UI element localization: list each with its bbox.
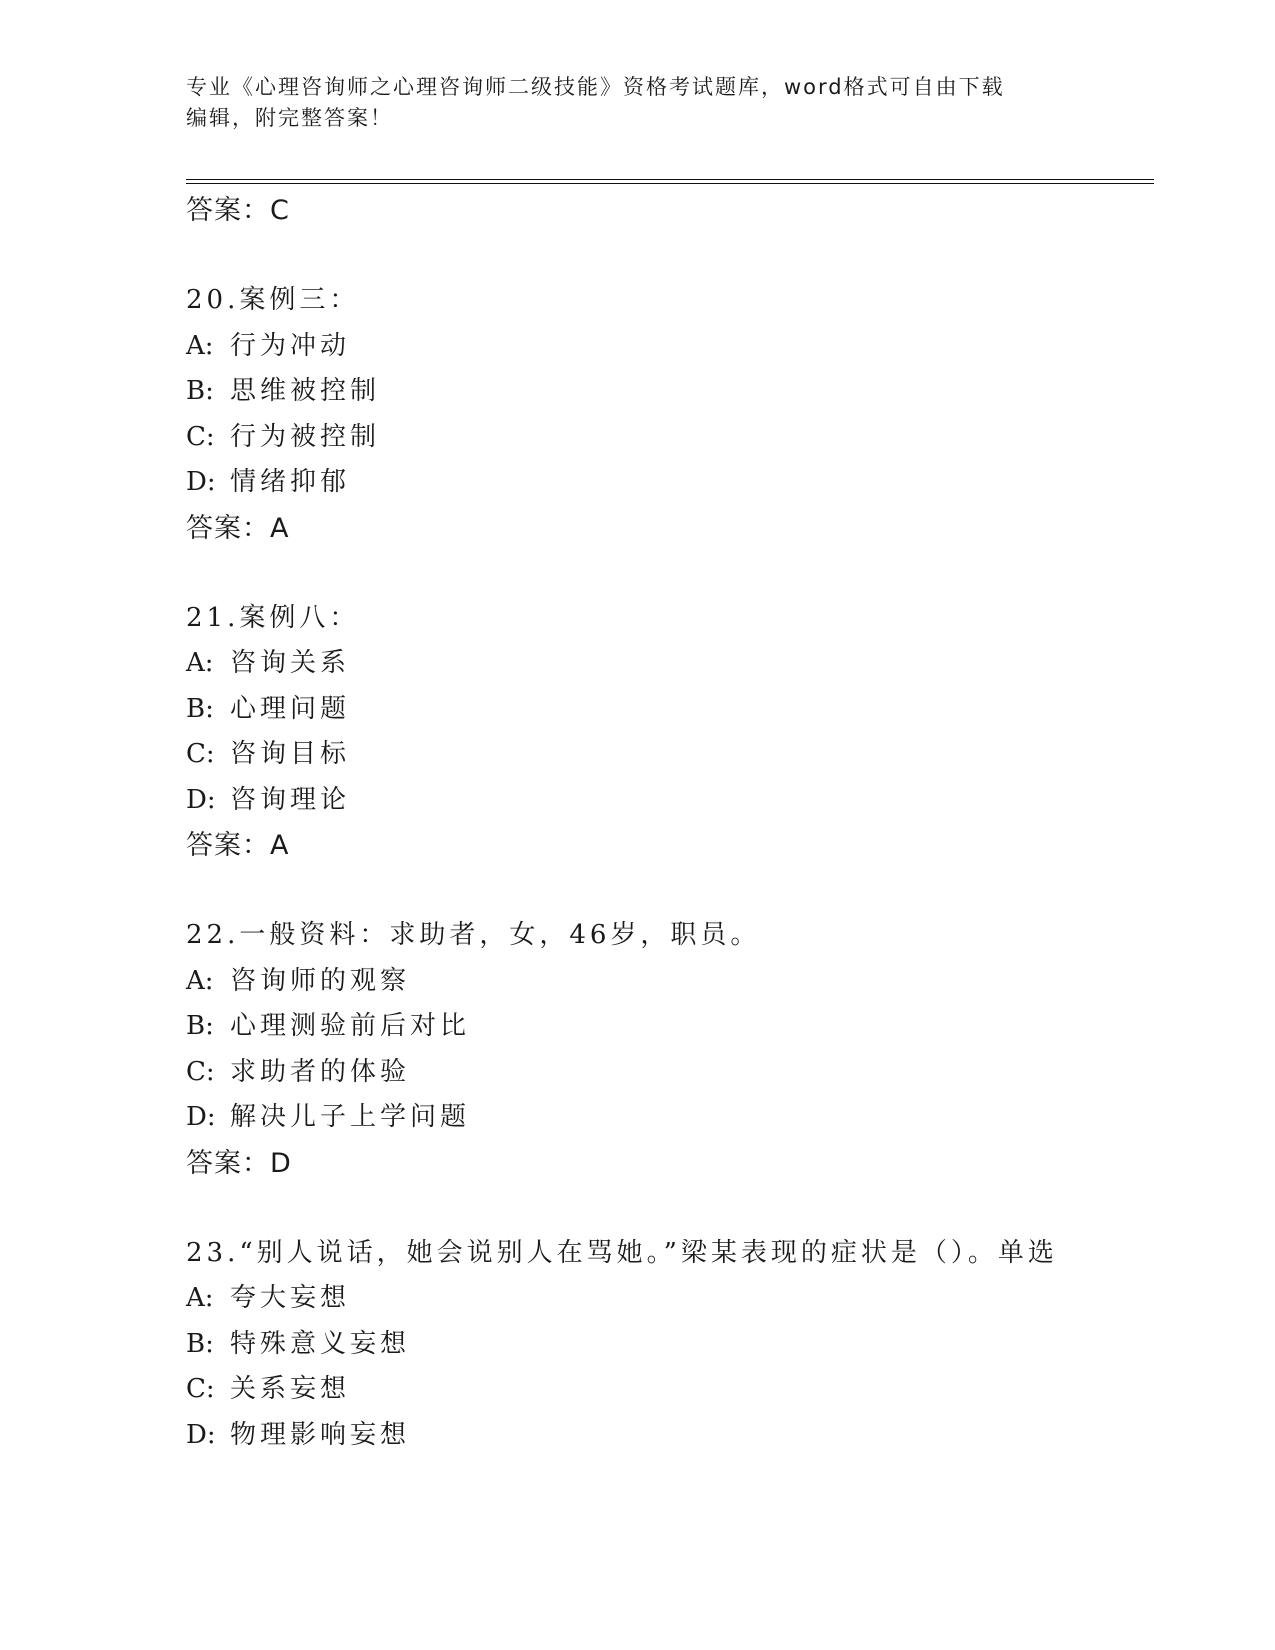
option-key: A: bbox=[186, 965, 214, 996]
option-a bbox=[186, 1276, 1146, 1322]
option-d bbox=[186, 460, 1146, 506]
option-text: 关系妄想 bbox=[230, 1374, 351, 1404]
option-b bbox=[186, 1004, 1146, 1050]
option-key: D: bbox=[186, 1419, 216, 1450]
option-key: D: bbox=[186, 467, 216, 497]
option-text: 情绪抑郁 bbox=[230, 467, 351, 497]
option-key: B: bbox=[186, 1011, 214, 1041]
option-c bbox=[186, 732, 1146, 778]
question-item bbox=[186, 913, 1146, 1187]
option-d bbox=[186, 778, 1146, 824]
option-d bbox=[186, 1095, 1146, 1141]
option-text: 心理测验前后对比 bbox=[230, 1011, 471, 1041]
option-b bbox=[186, 369, 1146, 415]
option-text: 思维被控制 bbox=[230, 376, 381, 406]
option-a bbox=[186, 641, 1146, 687]
option-c bbox=[186, 1367, 1146, 1413]
option-text: 物理影响妄想 bbox=[230, 1419, 411, 1450]
answer-line: 答案：D bbox=[186, 1147, 292, 1179]
option-a bbox=[186, 959, 1146, 1005]
option-key: B: bbox=[186, 693, 214, 724]
answer-line: 答案：A bbox=[186, 830, 290, 861]
question-title: 22.一般资料：求助者，女，46岁，职员。 bbox=[186, 920, 761, 950]
option-key: A: bbox=[186, 330, 214, 361]
option-key: D: bbox=[186, 784, 216, 815]
option-c bbox=[186, 1050, 1146, 1096]
option-text: 行为被控制 bbox=[230, 421, 381, 452]
option-b bbox=[186, 1322, 1146, 1368]
header-rule-bottom bbox=[186, 183, 1154, 184]
option-text: 咨询关系 bbox=[230, 648, 351, 678]
option-text: 咨询师的观察 bbox=[230, 965, 411, 996]
header-rule-top bbox=[186, 179, 1154, 180]
question-title: 21.案例八： bbox=[186, 602, 360, 633]
option-key: A: bbox=[186, 1283, 214, 1313]
option-text: 心理问题 bbox=[230, 693, 351, 724]
option-text: 解决儿子上学问题 bbox=[230, 1102, 471, 1132]
option-key: C: bbox=[186, 421, 215, 452]
question-title: 23.“别人说话，她会说别人在骂她。”梁某表现的症状是（）。单选 bbox=[186, 1237, 1058, 1268]
option-text: 夸大妄想 bbox=[230, 1283, 351, 1313]
option-c bbox=[186, 415, 1146, 461]
question-item bbox=[186, 596, 1146, 870]
question-item bbox=[186, 278, 1146, 552]
header-line-1: 专业《心理咨询师之心理咨询师二级技能》资格考试题库，word格式可自由下载 bbox=[186, 75, 1005, 99]
option-key: C: bbox=[186, 1374, 215, 1404]
option-text: 咨询目标 bbox=[230, 739, 351, 769]
question-item bbox=[186, 1231, 1146, 1459]
question-list bbox=[186, 188, 1146, 1458]
answer-line: 答案：C bbox=[186, 195, 290, 226]
option-a bbox=[186, 324, 1146, 370]
question-title: 20.案例三： bbox=[186, 285, 360, 315]
option-key: A: bbox=[186, 648, 214, 678]
option-text: 特殊意义妄想 bbox=[230, 1328, 411, 1359]
option-key: D: bbox=[186, 1102, 216, 1132]
option-key: B: bbox=[186, 1328, 214, 1359]
header-line-2: 编辑，附完整答案！ bbox=[186, 106, 393, 130]
option-b bbox=[186, 687, 1146, 733]
option-d bbox=[186, 1413, 1146, 1459]
document-header bbox=[186, 72, 1066, 134]
option-key: C: bbox=[186, 739, 215, 769]
option-key: C: bbox=[186, 1056, 215, 1087]
option-text: 咨询理论 bbox=[230, 784, 351, 815]
answer-line: 答案：A bbox=[186, 512, 290, 544]
option-text: 求助者的体验 bbox=[230, 1056, 411, 1087]
option-text: 行为冲动 bbox=[230, 330, 351, 361]
option-key: B: bbox=[186, 376, 214, 406]
